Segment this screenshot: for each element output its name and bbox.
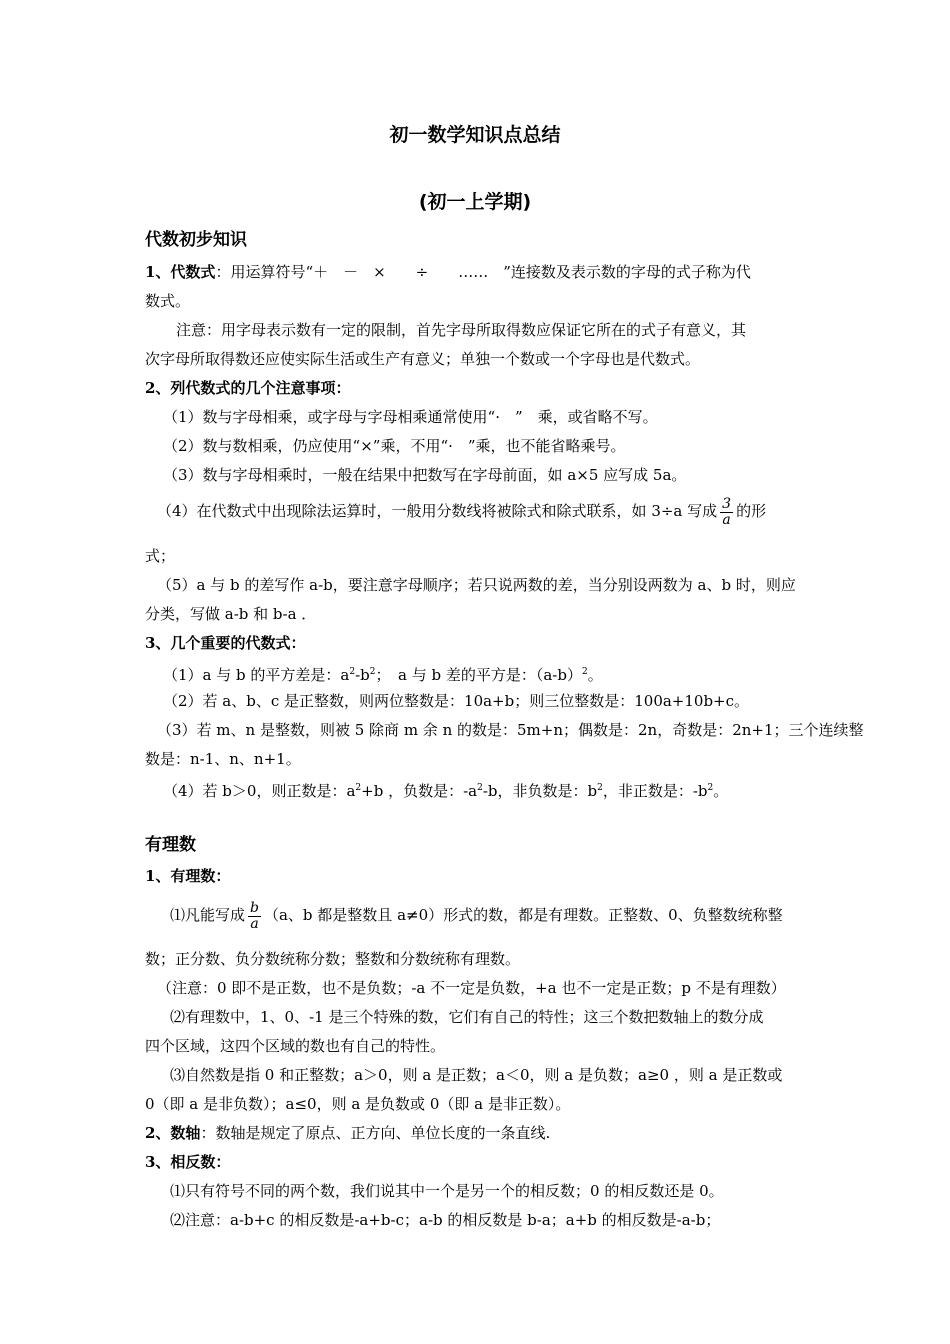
paragraph: ⑴只有符号不同的两个数，我们说其中一个是另一个的相反数；0 的相反数还是 0。 — [170, 1182, 724, 1200]
paragraph: （3）若 m、n 是整数，则被 5 除商 m 余 n 的数是：5m+n；偶数是：2n，奇数是：2n+1；三个连续整 — [157, 721, 864, 739]
paragraph: ⑵有理数中，1、0、-1 是三个特殊的数，它们有自己的特性；这三个数把数轴上的数分成 — [170, 1008, 764, 1026]
paragraph: 四个区域，这四个区域的数也有自己的特性。 — [145, 1037, 446, 1055]
text: ：数轴是规定了原点、正方向、单位长度的一条直线. — [200, 1124, 551, 1142]
item-label: 2、数轴 — [145, 1124, 201, 1142]
fraction — [720, 497, 733, 528]
paragraph: ⑶自然数是指 0 和正整数；a＞0，则 a 是正数；a＜0，则 a 是负数；a≥0 ，则 a 是正数或 — [170, 1066, 783, 1084]
superscript: 2 — [477, 783, 483, 793]
paragraph: （1）数与字母相乘，或字母与字母相乘通常使用“· ” 乘，或省略不写。 — [163, 408, 658, 426]
text: -b，非负数是：b — [482, 782, 598, 800]
paragraph: 次字母所取得数还应使实际生活或生产有意义；单独一个数或一个字母也是代数式。 — [145, 350, 701, 368]
text: ，非正数是：-b — [602, 782, 708, 800]
item-label: 1、有理数： — [145, 867, 231, 885]
text: ：用运算符号“＋ － × ÷ …… ”连接数及表示数的字母的式子称为代 — [215, 263, 751, 281]
superscript: 2 — [707, 783, 714, 793]
paragraph — [163, 778, 728, 801]
paragraph: 注意：用字母表示数有一定的限制，首先字母所取得数应保证它所在的式子有意义，其 — [176, 321, 747, 339]
paragraph: ⑵注意：a-b+c 的相反数是-a+b-c；a-b 的相反数是 b-a；a+b 的相反数是-a-b； — [170, 1211, 721, 1229]
paragraph: （5）a 与 b 的差写作 a-b，要注意字母顺序；若只说两数的差，当分别设两数为 a、b 时，则应 — [157, 576, 796, 594]
text: ； a 与 b 差的平方是：（a-b） — [375, 666, 582, 684]
text: ⑴凡能写成 — [170, 906, 246, 924]
paragraph: 式； — [145, 547, 176, 565]
paragraph — [157, 492, 766, 530]
item-label: 3、几个重要的代数式： — [145, 634, 306, 652]
fraction-numerator: 3 — [722, 495, 732, 512]
paragraph: （2）数与数相乘，仍应使用“×”乘，不用“· ”乘，也不能省略乘号。 — [163, 437, 626, 455]
section-heading-algebra: 代数初步知识 — [145, 230, 247, 250]
item-label: 3、相反数： — [145, 1153, 231, 1171]
paragraph: 分类，写做 a-b 和 b-a ． — [145, 605, 317, 623]
paragraph: （注意：0 即不是正数，也不是负数；-a 不一定是负数，+a 也不一定是正数；p 不是有理数） — [157, 979, 786, 997]
text: 。 — [587, 666, 603, 684]
paragraph — [145, 1123, 550, 1143]
fraction-numerator: b — [250, 899, 259, 916]
fraction-denominator: a — [722, 511, 731, 528]
text: （4）若 b＞0，则正数是：a — [163, 782, 356, 800]
document-title: 初一数学知识点总结 — [389, 124, 561, 146]
text: 的形 — [736, 502, 767, 520]
superscript: 2 — [597, 783, 603, 793]
paragraph: 数；正分数、负分数统称分数；整数和分数统称有理数。 — [145, 950, 521, 968]
paragraph: 数是：n-1、n、n+1。 — [145, 750, 301, 768]
paragraph — [170, 896, 783, 934]
superscript: 2 — [581, 667, 588, 677]
section-heading-rational: 有理数 — [145, 835, 196, 855]
text: （1）a 与 b 的平方差是：a — [163, 666, 350, 684]
text: -b — [355, 666, 370, 684]
document-subtitle: (初一上学期) — [418, 191, 532, 213]
superscript: 2 — [369, 667, 376, 677]
fraction — [248, 901, 261, 932]
paragraph: （2）若 a、b、c 是正整数，则两位整数是：10a+b；则三位整数是：100a+10b+c。 — [163, 692, 750, 710]
paragraph — [145, 262, 751, 282]
text: （a、b 都是整数且 a≠0）形式的数，都是有理数。正整数、0、负整数统称整 — [263, 906, 783, 924]
paragraph — [163, 662, 603, 685]
superscript: 2 — [349, 667, 356, 677]
paragraph: （3）数与字母相乘时，一般在结果中把数写在字母前面，如 a×5 应写成 5a。 — [163, 466, 687, 484]
fraction-denominator: a — [250, 915, 259, 932]
item-label: 2、列代数式的几个注意事项： — [145, 379, 351, 397]
paragraph: 数式。 — [145, 292, 191, 310]
item-label: 1、代数式 — [145, 263, 216, 281]
text: +b ，负数是：-a — [361, 782, 478, 800]
superscript: 2 — [355, 783, 362, 793]
paragraph: 0（即 a 是非负数）；a≤0，则 a 是负数或 0（即 a 是非正数）。 — [145, 1095, 571, 1113]
text: （4）在代数式中出现除法运算时，一般用分数线将被除式和除式联系，如 3÷a 写成 — [157, 502, 718, 520]
text: 。 — [713, 782, 729, 800]
